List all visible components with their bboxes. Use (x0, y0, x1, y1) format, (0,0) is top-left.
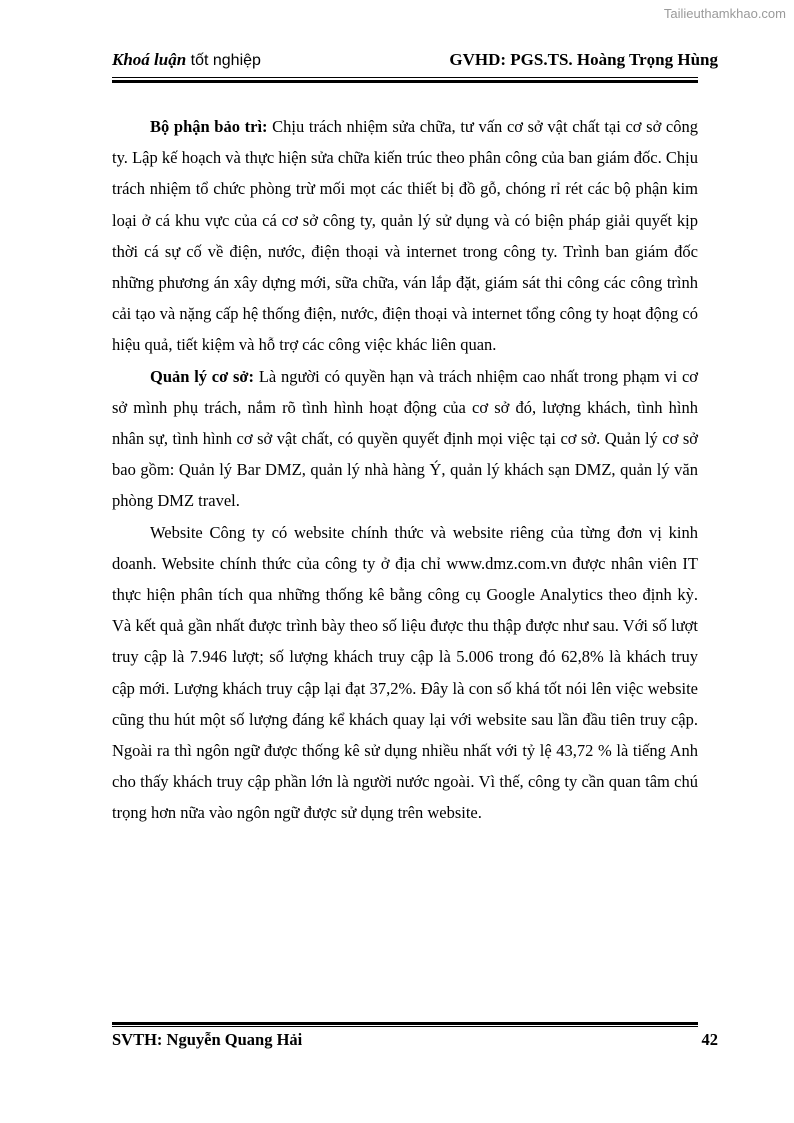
watermark: Tailieuthamkhao.com (663, 6, 786, 21)
page-number: 42 (701, 1030, 718, 1049)
paragraph-website (112, 517, 698, 829)
paragraph-facility-manager (112, 361, 698, 517)
paragraph-text: Là người có quyền hạn và trách nhiệm cao nhất trong phạm vi cơ sở mình phụ trách, nắm rõ tình hình hoạt động của cơ sở đó, lượng khách, tình hình nhân sự, tình hình cơ sở vật chất, có quyền quyết định mọi việc tại cơ sở. Quản lý cơ sở bao gồm: Quản lý Bar DMZ, quản lý nhà hàng Ý, quản lý khách sạn DMZ, quản lý văn phòng DMZ travel. (112, 366, 698, 511)
paragraph-heading: Quản lý cơ sở: (150, 366, 255, 386)
footer-rule-thin (112, 1026, 698, 1027)
paragraph-heading: Bộ phận bảo trì: (150, 117, 268, 136)
page-header (112, 50, 718, 74)
paragraph-text: Chịu trách nhiệm sửa chữa, tư vấn cơ sở vật chất tại cơ sở công ty. Lập kế hoạch và thực hiện sửa chữa kiến trúc theo phân công của ban giám đốc. Chịu trách nhiệm tổ chức phòng trừ mối mọt các thiết bị đồ gỗ, chóng rỉ rét các bộ phận kim loại ở cá khu vực của cá cơ sở công ty, quản lý sử dụng và có biện pháp giải quyết kịp thời cá sự cố về điện, nước, điện thoại và internet trong công ty. Trình ban giám đốc những phương án xây dựng mới, sữa chữa, ván lắp đặt, giám sát thi công các công trình cải tạo và nặng cấp hệ thống điện, nước, điện thoại và internet tổng công ty hoạt động có hiệu quả, tiết kiệm và hỗ trợ các công việc khác liên quan. (112, 117, 699, 355)
header-supervisor: GVHD: PGS.TS. Hoàng Trọng Hùng (449, 50, 718, 69)
paragraph-text: Website Công ty có website chính thức và website riêng của từng đơn vị kinh doanh. Website chính thức của công ty ở địa chỉ www.dmz.com.vn được nhân viên IT thực hiện phân tích qua những thống kê bằng công cụ Google Analytics theo định kỳ. Và kết quả gần nhất được trình bày theo số liệu được thu thập được như sau. Với số lượt truy cập là 7.946 lượt; số lượng khách truy cập là 5.006 trong đó 62,8% là khách truy cập mới. Lượng khách truy cập lại đạt 37,2%. Đây là con số khá tốt nói lên việc website cũng thu hút một số lượng đáng kể khách quay lại với website sau lần đầu tiên truy cập. Ngoài ra thì ngôn ngữ được thống kê sử dụng nhiều nhất với tỷ lệ 43,72 % là tiếng Anh cho thấy khách truy cập phần lớn là người nước ngoài. Vì thế, công ty cần quan tâm chú trọng hơn nữa vào ngôn ngữ được sử dụng trên website. (112, 522, 698, 823)
header-rule-thin (112, 77, 698, 78)
header-thesis-label-plain: tốt nghiệp (186, 52, 261, 69)
paragraph-maintenance (112, 111, 698, 361)
body-text (112, 111, 698, 829)
header-rule-thick (112, 80, 698, 83)
footer-rule-thick (112, 1022, 698, 1025)
header-thesis-label-italic: Khoá luận (112, 50, 187, 69)
header-thesis-label (112, 50, 261, 70)
footer-author: SVTH: Nguyễn Quang Hải (112, 1030, 303, 1049)
